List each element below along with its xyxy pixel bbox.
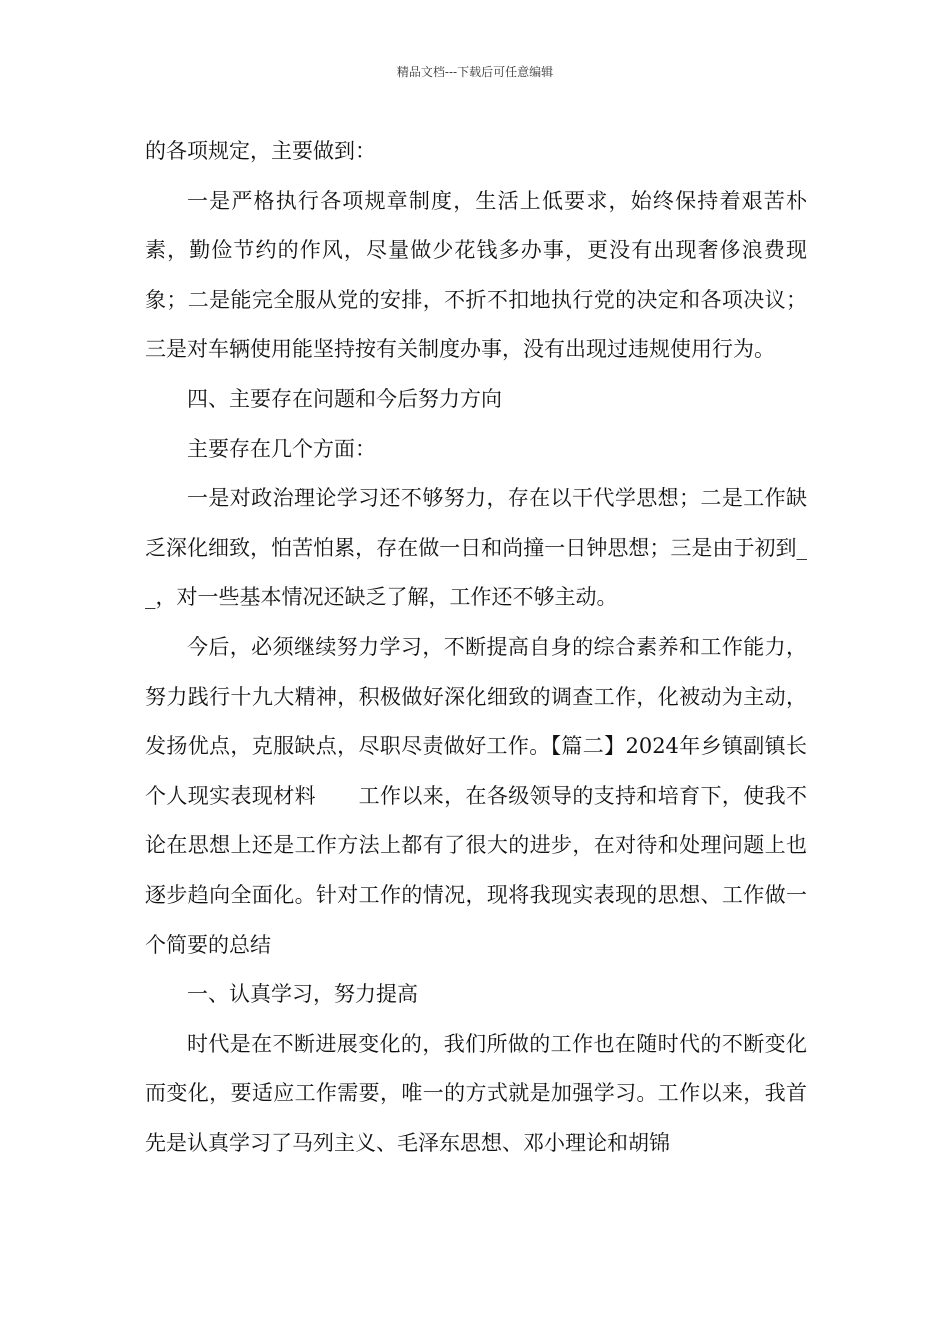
paragraph-5: 今后，必须继续努力学习，不断提高自身的综合素养和工作能力，努力践行十九大精神，积极做好深化细致的调查工作，化被动为主动，发扬优点，克服缺点，尽职尽责做好工作。【篇二】2024年乡镇副镇长个人现实表现材料 工作以来，在各级领导的支持和培育下，使我不论在思想上还是工作方法上都有了很大的进步，在对待和处理问题上也逐步趋向全面化。针对工作的情况，现将我现实表现的思想、工作做一个简要的总结 — [145, 634, 807, 957]
document-body — [145, 127, 807, 1168]
paragraph-4: 一是对政治理论学习还不够努力，存在以干代学思想；二是工作缺乏深化细致，怕苦怕累，存在做一日和尚撞一日钟思想；三是由于初到__，对一些基本情况还缺乏了解，工作还不够主动。 — [145, 486, 807, 610]
section-heading-4: 四、主要存在问题和今后努力方向 — [187, 386, 502, 411]
paragraph-1: 的各项规定，主要做到： — [145, 139, 376, 163]
paragraph-3: 主要存在几个方面： — [187, 436, 376, 461]
paragraph-2: 一是严格执行各项规章制度，生活上低要求，始终保持着艰苦朴素，勤俭节约的作风，尽量做少花钱多办事，更没有出现奢侈浪费现象；二是能完全服从党的安排，不折不扣地执行党的决定和各项决议；三是对车辆使用能坚持按有关制度办事，没有出现过违规使用行为。 — [145, 188, 807, 362]
page-header: 精品文档---下载后可任意编辑 — [396, 65, 554, 79]
paragraph-6: 时代是在不断进展变化的，我们所做的工作也在随时代的不断变化而变化，要适应工作需要，唯一的方式就是加强学习。工作以来，我首先是认真学习了马列主义、毛泽东思想、邓小理论和胡锦 — [145, 1031, 807, 1155]
section-heading-1: 一、认真学习，努力提高 — [187, 982, 418, 1007]
